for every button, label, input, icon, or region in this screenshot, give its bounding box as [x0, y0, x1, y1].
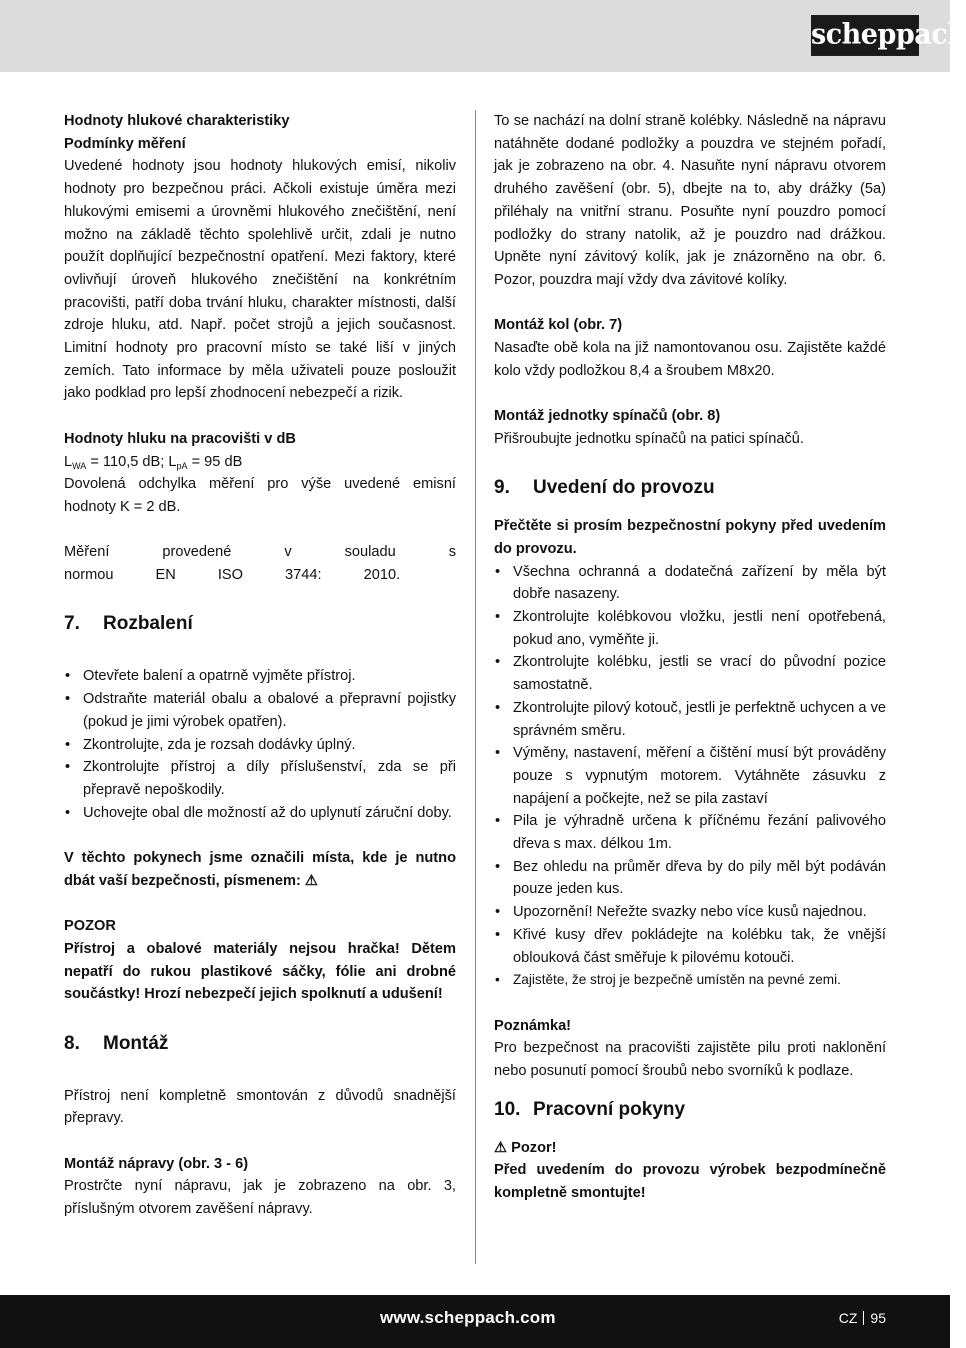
language-code: CZ: [838, 1310, 858, 1326]
wheels-title: Montáž kol (obr. 7): [494, 317, 623, 334]
standard-text: Měření provedené v souladu s normou EN ISO 3744: 2010.: [64, 544, 456, 584]
commissioning-list: [494, 561, 886, 992]
list-item: • Bez ohledu na průměr dřeva by do pily měl být podáván pouze jeden kus.: [494, 856, 886, 901]
unpacking-list: [64, 665, 456, 824]
axle-title: Montáž nápravy (obr. 3 - 6): [64, 1155, 249, 1172]
section-7-heading: 7. Rozbalení: [64, 613, 193, 635]
switch-text: Přišroubujte jednotku spínačů na patici spínačů.: [494, 430, 804, 447]
axle-text: Prostrčte nyní nápravu, jak je zobrazeno na obr. 3, příslušným otvorem zavěšení nápravy.: [64, 1178, 456, 1218]
brand-logo: scheppach: [811, 15, 919, 56]
list-item: • Křivé kusy dřev pokládejte na kolébku tak, že vnější oblouková část směřuje k pilovému kotouči.: [494, 924, 886, 969]
page-indicator: [839, 1310, 886, 1326]
noise-text: Uvedené hodnoty jsou hodnoty hlukových emisí, nikoliv hodnoty pro bezpečnou práci. Ačkoli existuje úměra mezi hlukovými emisemi a úrovněmi hlukového znečištění, není možno na základě těchto spolehlivě určit, zdali je nutno použít doplňující bezpečnostní opatření. Mezi faktory, které ovlivňují úroveň hlukového znečištění na konkrétním pracovišti, patří doba trvání hluku, charakter místnosti, další zdroje hluku, atd. Např. počet strojů a jejich současnost. Limitní hodnoty pro pracovní místo se také liší v jiných zemích. Tato informace by měla uživateli pouze posloužit jako podklad pro lepší zhodnocení nebezpečí a rizik.: [64, 158, 456, 402]
caution-text: Přístroj a obalové materiály nejsou hračka! Dětem nepatří do rukou plastikové sáčky, fólie ani drobné součástky! Hrozí nebezpečí jejich spolknutí a udušení!: [64, 940, 456, 1003]
noise-title: Hodnoty hlukové charakteristiky: [64, 113, 290, 129]
list-item: • Výměny, nastavení, měření a čištění musí být prováděny pouze s vypnutým motorem. Vytáhněte zásuvku z napájení a počkejte, než se pila zastaví: [494, 742, 886, 810]
noise-values: $L_{WA} = 110,5$ dB; $L_{pA} = 95$ dB: [64, 453, 243, 471]
section-9-heading: 9. Uvedení do provozu: [494, 477, 715, 499]
page-header: [0, 0, 966, 72]
list-item: • Zkontrolujte, zda je rozsah dodávky úplný.: [64, 734, 456, 757]
note-text: Pro bezpečnost na pracovišti zajistěte pilu proti naklonění nebo posunutí pomocí šroubů nebo svorníků k podlaze.: [494, 1040, 886, 1080]
list-item: • Uchovejte obal dle možností až do uplynutí záruční doby.: [64, 802, 456, 825]
list-item: • Všechna ochranná a dodatečná zařízení by měla být dobře nasazeny.: [494, 561, 886, 606]
wheels-text: Nasaďte obě kola na již namontovanou osu. Zajistěte každé kolo vždy podložkou 8,4 a šroubem M8x20.: [494, 340, 886, 379]
list-item: • Zajistěte, že stroj je bezpečně umístěn na pevné zemi.: [494, 969, 886, 992]
warning-title: ⚠ Pozor!: [494, 1139, 557, 1156]
tolerance-text: Dovolená odchylka měření pro výše uvedené emisní hodnoty K = 2 dB.: [64, 476, 456, 515]
section-10-heading: 10. Pracovní pokyny: [494, 1098, 686, 1120]
note-title: Poznámka!: [494, 1017, 572, 1034]
assembly-text: Přístroj není kompletně smontován z důvodů snadnější přepravy.: [64, 1087, 456, 1127]
page-footer: [0, 1295, 950, 1348]
list-item: • Pila je výhradně určena k příčnému řezání palivového dřeva s max. délkou 1m.: [494, 810, 886, 855]
warning-text: Před uvedením do provozu výrobek bezpodmínečně kompletně smontujte!: [494, 1162, 886, 1202]
left-column: [64, 110, 456, 1221]
right-column: [494, 110, 886, 1205]
list-item: • Upozornění! Neřežte svazky nebo více kusů najednou.: [494, 901, 886, 924]
column-divider: [475, 110, 476, 1264]
commissioning-intro: Přečtěte si prosím bezpečnostní pokyny před uvedením do provozu.: [494, 518, 886, 557]
switch-title: Montáž jednotky spínačů (obr. 8): [494, 408, 721, 425]
section-8-heading: 8. Montáž: [64, 1032, 169, 1054]
page-number: 95: [870, 1310, 886, 1326]
list-item: • Odstraňte materiál obalu a obalové a přepravní pojistky (pokud je jimi výrobek opatřen).: [64, 688, 456, 733]
noise-subtitle: Podmínky měření: [64, 135, 186, 152]
marking-note: V těchto pokynech jsme označili místa, kde je nutno dbát vaší bezpečnosti, písmenem: ⚠: [64, 850, 456, 889]
list-item: • Zkontrolujte kolébku, jestli se vrací do původní pozice samostatně.: [494, 651, 886, 696]
workplace-title: Hodnoty hluku na pracovišti v dB: [64, 430, 296, 447]
list-item: • Otevřete balení a opatrně vyjměte přístroj.: [64, 665, 456, 688]
caution-title: POZOR: [64, 918, 116, 935]
list-item: • Zkontrolujte pilový kotouč, jestli je perfektně uchycen a ve správném směru.: [494, 697, 886, 742]
list-item: • Zkontrolujte přístroj a díly příslušenství, zda se při přepravě nepoškodily.: [64, 756, 456, 801]
list-item: • Zkontrolujte kolébkovou vložku, jestli není opotřebená, pokud ano, vyměňte ji.: [494, 606, 886, 651]
axle-continued: To se nachází na dolní straně kolébky. Následně na nápravu natáhněte dodané podložky a pouzdra ve stejném pořadí, jak je zobrazeno na obr. 4. Nasuňte nyní nápravu otvorem druhého zavěšení (obr. 5), dbejte na to, aby drážky (5a) přiléhaly na vnitřní stranu. Posuňte nyní pouzdro pomocí podložky do strany natolik, až je pouzdro nad drážkou. Upněte nyní závitový kolík, jak je znázorněno na obr. 6. Pozor, pouzdra mají vždy dva závitové kolíky.: [494, 113, 886, 288]
website-link[interactable]: www.scheppach.com: [380, 1308, 556, 1327]
